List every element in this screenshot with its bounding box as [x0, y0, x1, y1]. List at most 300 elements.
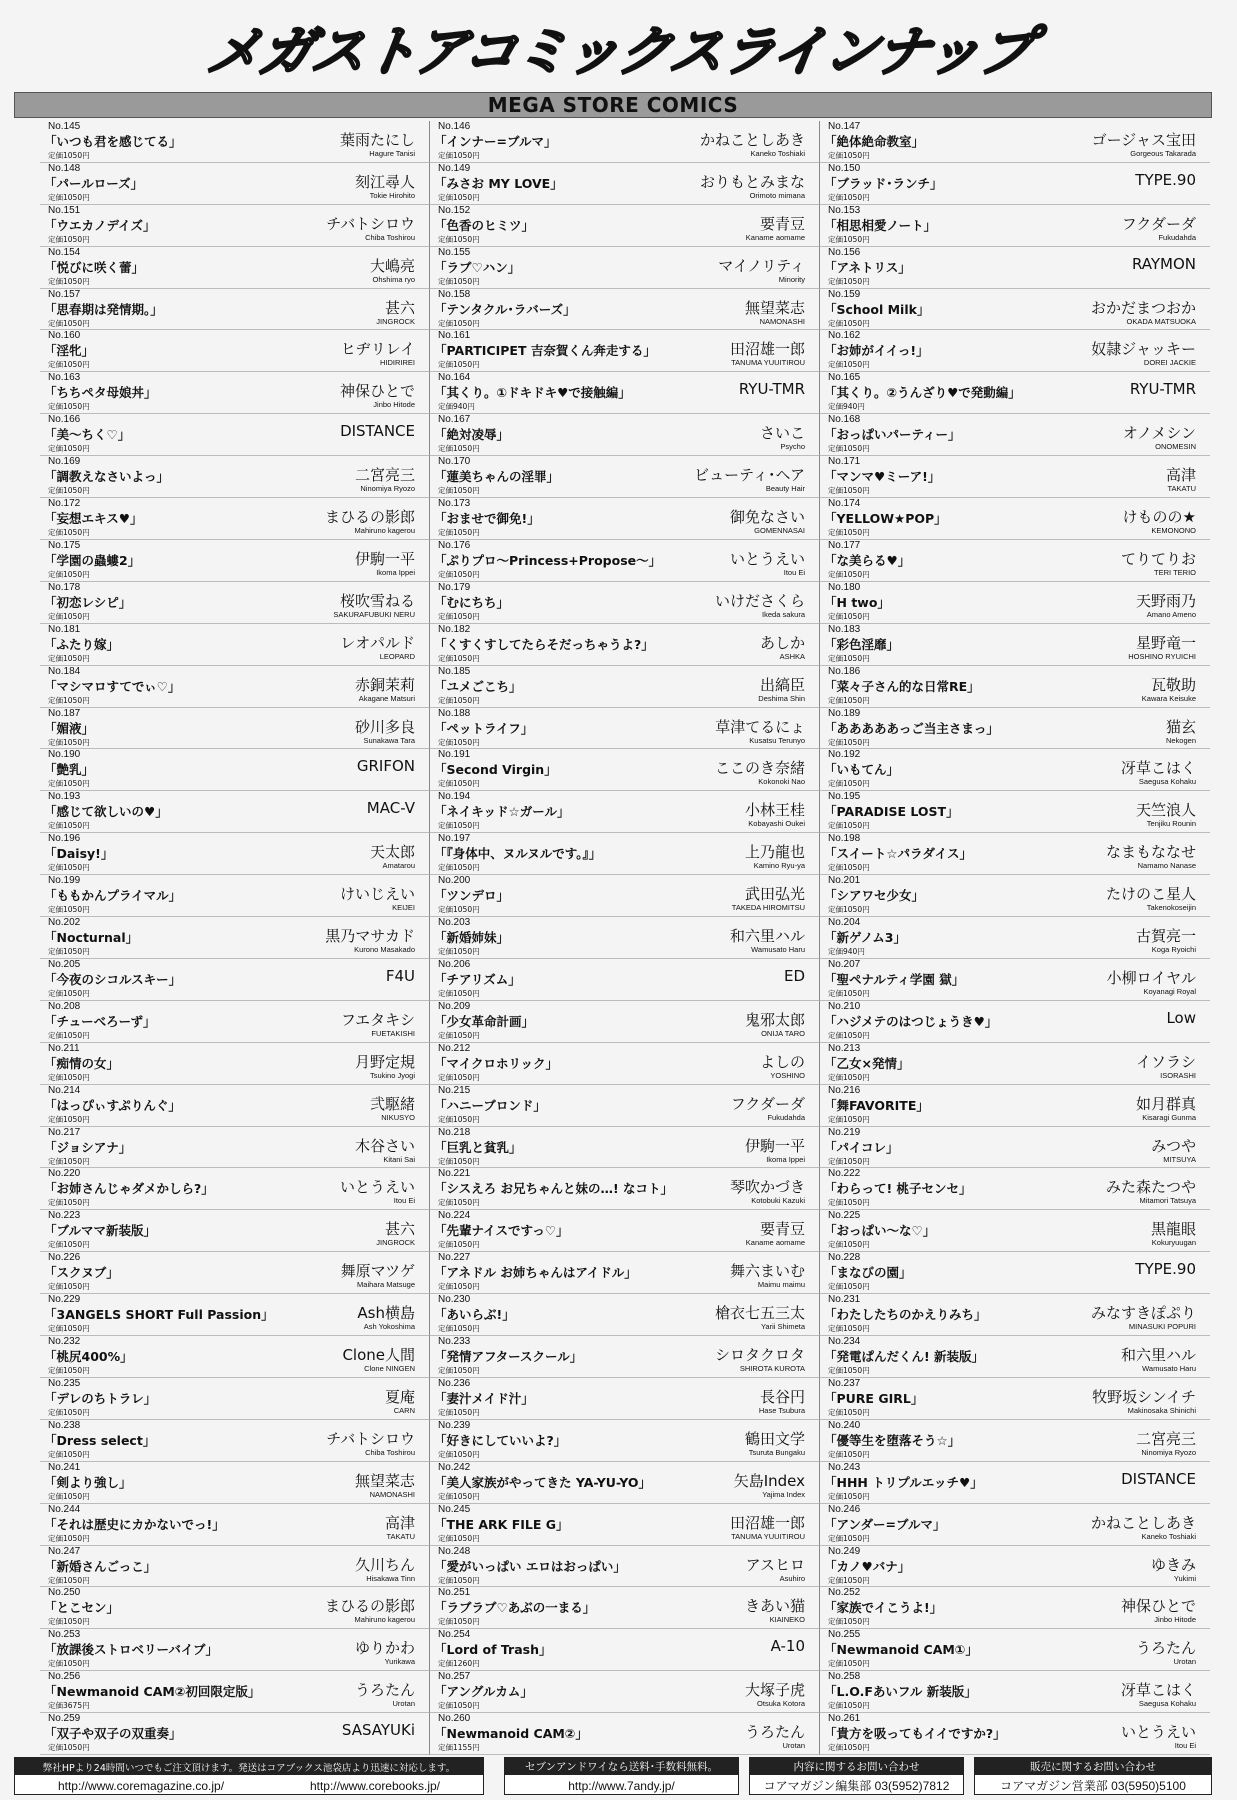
- comic-entry: [430, 540, 820, 582]
- entry-author: 黒龍眼: [1150, 1220, 1196, 1239]
- entry-title: 「YELLOW★POP」: [824, 511, 947, 527]
- entry-number: No.162: [828, 330, 861, 342]
- entry-price: 定価1050円: [438, 905, 480, 915]
- entry-title: 「発電ぱんだくん! 新装版」: [824, 1349, 985, 1365]
- entry-number: No.188: [438, 707, 471, 719]
- entry-number: No.239: [438, 1419, 471, 1431]
- comic-entry: [820, 205, 1210, 247]
- comic-entry: [40, 791, 430, 833]
- entry-author-romaji: TANUMA YUUITIROU: [731, 1531, 805, 1541]
- entry-price: 定価1050円: [828, 1407, 870, 1417]
- entry-title: 「School Milk」: [824, 301, 930, 317]
- entry-author: SASAYUKi: [341, 1721, 415, 1740]
- entry-author: 甚六: [384, 298, 415, 317]
- entry-author-romaji: Koga Ryoichi: [1151, 945, 1196, 955]
- entry-author-romaji: Kaname aomame: [745, 1238, 805, 1248]
- entry-number: No.211: [48, 1042, 80, 1054]
- comic-entry: [40, 540, 430, 582]
- entry-author: ヒヂリレイ: [340, 340, 415, 359]
- comic-entry: [430, 1629, 820, 1671]
- entry-author-romaji: Ninomiya Ryozo: [1141, 1447, 1196, 1457]
- entry-author: ここのき奈緒: [714, 759, 805, 778]
- entry-price: 定価1050円: [828, 360, 870, 370]
- comic-entry: [40, 959, 430, 1001]
- entry-title: 「ネイキッド☆ガール」: [434, 804, 570, 820]
- entry-author: 小林王桂: [744, 801, 805, 820]
- comic-entry: [40, 330, 430, 372]
- entry-author: 神保ひとで: [1120, 1597, 1196, 1616]
- entry-author: 草津てるにょ: [715, 717, 805, 736]
- comic-entry: [820, 414, 1210, 456]
- entry-number: No.204: [828, 917, 861, 929]
- comic-entry: [820, 1629, 1210, 1671]
- entry-title: 「カノ♥バナ」: [824, 1558, 911, 1574]
- entry-author-romaji: KEIJEI: [392, 903, 415, 913]
- entry-author-romaji: Koyanagi Royal: [1143, 986, 1196, 996]
- comic-entry: [820, 1294, 1210, 1336]
- entry-number: No.147: [828, 121, 861, 132]
- comic-entry: [40, 749, 430, 791]
- entry-title: 「初恋レシピ」: [44, 594, 132, 610]
- entry-price: 定価1050円: [48, 611, 90, 621]
- entry-number: No.190: [48, 749, 81, 761]
- entry-title: 「思春期は発情期。」: [44, 301, 163, 317]
- entry-number: No.261: [828, 1713, 861, 1725]
- entry-author-romaji: Kitani Sai: [383, 1154, 415, 1164]
- entry-author-romaji: Takenokoseijin: [1146, 903, 1196, 913]
- comic-entry: [40, 1001, 430, 1043]
- entry-title: 「学園の蟲螻2」: [44, 552, 141, 568]
- entry-title: 「色香のヒミツ」: [434, 217, 535, 233]
- footer-editorial-box: [749, 1757, 964, 1795]
- entry-price: 定価1050円: [48, 486, 90, 496]
- entry-number: No.163: [48, 372, 81, 384]
- entry-number: No.250: [48, 1587, 81, 1599]
- entry-title: 「Newmanoid CAM②」: [434, 1726, 588, 1742]
- comic-entry: [40, 1294, 430, 1336]
- entry-price: 定価1050円: [48, 1156, 90, 1166]
- entry-price: 定価1050円: [438, 1701, 480, 1711]
- entry-number: No.258: [828, 1671, 861, 1683]
- entry-author-romaji: Mahiruno kagerou: [354, 526, 415, 536]
- entry-number: No.161: [438, 330, 471, 342]
- entry-price: 定価1050円: [48, 1575, 90, 1585]
- comic-entry: [430, 1168, 820, 1210]
- entry-number: No.232: [48, 1336, 81, 1348]
- entry-title: 「妻汁メイド汁」: [434, 1390, 534, 1406]
- entry-title: 「菜々子さん的な日常RE」: [824, 678, 980, 694]
- 7andy-link[interactable]: http://www.7andy.jp/: [568, 1778, 675, 1793]
- entry-author: けいじえい: [339, 885, 415, 904]
- entry-number: No.217: [48, 1126, 81, 1138]
- entry-number: No.168: [828, 414, 861, 426]
- entry-title: 「乙女×発情」: [824, 1055, 910, 1071]
- entry-author-romaji: Yurikawa: [384, 1657, 415, 1667]
- comic-entry: [40, 666, 430, 708]
- entry-number: No.151: [48, 204, 81, 216]
- entry-author-romaji: Gorgeous Takarada: [1130, 149, 1196, 158]
- entry-author-romaji: Kaneko Toshiaki: [1141, 1531, 1196, 1541]
- entry-price: 定価1050円: [438, 779, 480, 789]
- entry-number: No.221: [438, 1168, 471, 1180]
- entry-price: 定価1050円: [828, 1198, 870, 1208]
- entry-author-romaji: Ash Yokoshima: [363, 1322, 415, 1332]
- entry-author: 小柳ロイヤル: [1106, 968, 1196, 987]
- entry-title: 「ユメごこち」: [434, 678, 522, 694]
- entry-author: アスヒロ: [745, 1555, 805, 1574]
- entry-author: 槍衣七五三太: [714, 1304, 805, 1323]
- entry-price: 定価1050円: [438, 821, 480, 831]
- comic-entry: [40, 372, 430, 414]
- entry-price: 定価1050円: [438, 988, 480, 998]
- entry-number: No.182: [438, 623, 471, 635]
- entry-author-romaji: Itou Ei: [1174, 1741, 1196, 1751]
- comic-entry: [430, 1210, 820, 1252]
- entry-author: チバトシロウ: [326, 214, 415, 233]
- entry-author-romaji: GOMENNASAI: [754, 526, 805, 536]
- entry-author-romaji: MITSUYA: [1163, 1154, 1196, 1164]
- entry-price: 定価1050円: [48, 863, 90, 873]
- entry-price: 定価1050円: [438, 318, 480, 328]
- entry-author-romaji: TERI TERIO: [1154, 567, 1196, 577]
- entry-title: 「Dress select」: [44, 1432, 156, 1448]
- entry-author-romaji: Clone NINGEN: [364, 1364, 415, 1374]
- entry-price: 定価1050円: [438, 1156, 480, 1166]
- entry-author-romaji: KIAINEKO: [769, 1615, 805, 1625]
- entry-author-romaji: NIKUSYO: [381, 1112, 415, 1122]
- entry-number: No.235: [48, 1377, 81, 1389]
- coremagazine-link[interactable]: http://www.coremagazine.co.jp/: [57, 1778, 225, 1793]
- entry-price: 定価940円: [828, 402, 865, 412]
- entry-author-romaji: Yarii Shimeta: [760, 1322, 805, 1332]
- entry-title: 「な美らる♥」: [824, 552, 911, 568]
- entry-title: 「アングルカム」: [434, 1684, 533, 1700]
- entry-number: No.223: [48, 1210, 81, 1222]
- entry-number: No.208: [48, 1000, 81, 1012]
- entry-author: みつや: [1151, 1136, 1196, 1155]
- entry-title: 「パイコレ」: [824, 1139, 899, 1155]
- comic-entry: [430, 582, 820, 624]
- comic-entry: [820, 1336, 1210, 1378]
- entry-number: No.193: [48, 791, 81, 803]
- comic-entry: [430, 917, 820, 959]
- entry-author-romaji: Hagure Tanisi: [369, 149, 415, 158]
- entry-title: 「巨乳と貧乳」: [434, 1139, 522, 1155]
- entry-author-romaji: Maimu maimu: [757, 1280, 805, 1290]
- entry-title: 「あいらぶ!」: [434, 1307, 515, 1323]
- entry-number: No.216: [828, 1084, 861, 1096]
- entry-title: 「少女革命計画」: [434, 1013, 535, 1029]
- entry-number: No.222: [828, 1168, 861, 1180]
- entry-price: 定価1050円: [48, 695, 90, 705]
- footer-editorial-contact: コアマガジン編集部 03(5952)7812: [763, 1779, 950, 1793]
- entry-number: No.215: [438, 1084, 471, 1096]
- entry-price: 定価1050円: [48, 1659, 90, 1669]
- entry-author-romaji: Tokie Hirohito: [369, 190, 415, 200]
- entry-title: 「桃尻400%」: [44, 1349, 133, 1365]
- entry-price: 定価1050円: [438, 1449, 480, 1459]
- entry-title: 「調教えなさいよっ」: [44, 469, 170, 485]
- entry-title: 「スイート☆パラダイス」: [824, 846, 972, 862]
- entry-price: 定価1050円: [828, 905, 870, 915]
- entry-number: No.209: [438, 1000, 471, 1012]
- entry-title: 「ジョシアナ」: [44, 1139, 132, 1155]
- comic-entry: [430, 414, 820, 456]
- comic-entry: [40, 1713, 430, 1755]
- comic-entry: [430, 121, 820, 163]
- entry-number: No.158: [438, 288, 471, 300]
- entry-title: 「いもてん」: [824, 762, 900, 778]
- comic-entry: [40, 414, 430, 456]
- comic-entry: [40, 1336, 430, 1378]
- entry-number: No.175: [48, 539, 81, 551]
- entry-author: 出縞臣: [759, 675, 805, 694]
- entry-author: フエタキシ: [340, 1010, 415, 1029]
- comic-entry: [40, 1252, 430, 1294]
- entry-author: Low: [1166, 1008, 1196, 1027]
- entry-title: 「それは歴史にカかないでっ!」: [44, 1516, 225, 1532]
- footer-order-box: [14, 1757, 484, 1795]
- entry-author-romaji: ASHKA: [779, 651, 805, 661]
- footer: [14, 1757, 1212, 1795]
- comic-entry: [820, 582, 1210, 624]
- entry-price: 定価1050円: [828, 1366, 870, 1376]
- entry-title: 「むにちち」: [434, 594, 510, 610]
- entry-title: 「絶体絶命教室」: [824, 134, 925, 149]
- entry-number: No.214: [48, 1084, 81, 1096]
- entry-price: 定価1050円: [438, 1114, 480, 1124]
- entry-author-romaji: TAKATU: [1167, 484, 1196, 494]
- entry-number: No.169: [48, 456, 81, 468]
- entry-number: No.243: [828, 1461, 861, 1473]
- footer-sales-contact: コアマガジン営業部 03(5950)5100: [1000, 1779, 1186, 1793]
- entry-title: 「美人家族がやってきた YA-YU-YO」: [434, 1474, 652, 1490]
- entry-author: 田沼雄一郎: [729, 340, 805, 359]
- entry-author-romaji: NAMONASHI: [759, 316, 805, 326]
- entry-title: 「先輩ナイスですっ♡」: [434, 1223, 569, 1239]
- entry-number: No.245: [438, 1503, 471, 1515]
- entry-title: 「Nocturnal」: [44, 930, 139, 946]
- entry-title: 「シスえろ お兄ちゃんと妹の…! なコト」: [434, 1181, 674, 1197]
- comics-list: [40, 121, 1210, 1755]
- entry-author-romaji: Kamino Ryu-ya: [753, 861, 805, 871]
- entry-number: No.246: [828, 1503, 861, 1515]
- comic-entry: [820, 1504, 1210, 1546]
- entry-number: No.191: [438, 749, 471, 761]
- entry-price: 定価1050円: [438, 1198, 480, 1208]
- entry-price: 定価1050円: [48, 528, 90, 538]
- entry-number: No.237: [828, 1377, 861, 1389]
- entry-author: いけださくら: [714, 591, 805, 610]
- entry-price: 定価1050円: [828, 821, 870, 831]
- comic-entry: [40, 833, 430, 875]
- comic-entry: [40, 582, 430, 624]
- entry-author: 二宮亮三: [1135, 1429, 1196, 1448]
- comic-entry: [820, 121, 1210, 163]
- entry-title: 「ハジメテのはつじょうき♥」: [824, 1013, 998, 1029]
- entry-author-romaji: ISORASHI: [1160, 1070, 1196, 1080]
- entry-price: 定価1050円: [828, 737, 870, 747]
- entry-title: 「H two」: [824, 594, 890, 610]
- entry-title: 「あああああっご当主さまっ」: [824, 720, 999, 736]
- entry-author: 舞六まいむ: [729, 1262, 805, 1281]
- entry-author: なまもななせ: [1105, 843, 1196, 862]
- entry-number: No.207: [828, 958, 861, 970]
- footer-7andy-box: [504, 1757, 739, 1795]
- entry-price: 定価1050円: [438, 863, 480, 873]
- entry-title: 「チアリズム」: [434, 971, 521, 987]
- entry-title: 「発情アフタースクール」: [434, 1349, 583, 1365]
- entry-author: フクダーダ: [730, 1094, 805, 1113]
- entry-title: 「インナー=ブルマ」: [434, 134, 557, 149]
- entry-price: 定価1050円: [828, 1030, 870, 1040]
- entry-author: DISTANCE: [340, 422, 415, 441]
- comic-entry: [40, 1629, 430, 1671]
- entry-title: 「Second Virgin」: [434, 762, 557, 778]
- entry-title: 「とこセン」: [44, 1600, 120, 1616]
- entry-price: 定価1050円: [48, 234, 90, 244]
- entry-author-romaji: JINGROCK: [376, 316, 415, 326]
- entry-author-romaji: DOREI JACKIE: [1143, 358, 1196, 368]
- entry-author: 神保ひとで: [339, 382, 415, 401]
- entry-price: 定価1050円: [438, 1575, 480, 1585]
- entry-price: 定価1050円: [828, 1659, 870, 1669]
- comic-entry: [430, 1252, 820, 1294]
- entry-title: 「ブルママ新装版」: [44, 1223, 157, 1239]
- entry-author: フクダーダ: [1121, 214, 1196, 233]
- entry-author: ゆきみ: [1150, 1555, 1196, 1574]
- comic-entry: [40, 1462, 430, 1504]
- entry-price: 定価1050円: [438, 151, 480, 160]
- entry-author-romaji: Kaneko Toshiaki: [750, 149, 805, 158]
- page-title: メガストアコミックスラインナップ: [203, 19, 1036, 83]
- entry-title: 「ハニーブロンド」: [434, 1097, 546, 1113]
- entry-author: 星野竜一: [1135, 633, 1196, 652]
- entry-title: 「淫牝」: [44, 343, 95, 359]
- entry-number: No.196: [48, 833, 81, 845]
- entry-author: チバトシロウ: [326, 1429, 415, 1448]
- entry-price: 定価1050円: [48, 276, 90, 286]
- entry-number: No.179: [438, 581, 471, 593]
- entry-author: 大嶋亮: [369, 256, 415, 275]
- entry-number: No.253: [48, 1629, 81, 1641]
- entry-author: オノメシン: [1122, 424, 1196, 443]
- entry-author-romaji: Orimoto mimana: [749, 190, 805, 200]
- entry-number: No.255: [828, 1629, 861, 1641]
- entry-author-romaji: OKADA MATSUOKA: [1126, 316, 1196, 326]
- entry-price: 定価1050円: [48, 947, 90, 957]
- entry-title: 「其くり。②うんざり♥で発動編」: [824, 385, 1021, 401]
- entry-author: 牧野坂シンイチ: [1092, 1387, 1196, 1406]
- entry-number: No.257: [438, 1671, 471, 1683]
- entry-author: 田沼雄一郎: [729, 1513, 805, 1532]
- entry-author-romaji: Fukudahda: [767, 1112, 805, 1122]
- entry-price: 定価1050円: [48, 1449, 90, 1459]
- entry-number: No.174: [828, 498, 861, 510]
- comic-entry: [430, 372, 820, 414]
- entry-price: 定価1050円: [48, 1072, 90, 1082]
- entry-author: 伊駒一平: [744, 1136, 805, 1155]
- entry-number: No.173: [438, 498, 471, 510]
- entry-number: No.198: [828, 833, 861, 845]
- entry-author: 和六里ハル: [1120, 1346, 1196, 1365]
- entry-number: No.187: [48, 707, 81, 719]
- entry-number: No.171: [828, 456, 861, 468]
- entry-price: 定価1050円: [48, 151, 90, 160]
- entry-author-romaji: Ohshima ryo: [372, 274, 415, 284]
- entry-number: No.181: [48, 623, 81, 635]
- entry-author: てりてりお: [1120, 549, 1196, 568]
- entry-author: 伊駒一平: [354, 549, 415, 568]
- entry-author-romaji: Nekogen: [1165, 735, 1196, 745]
- entry-number: No.224: [438, 1210, 471, 1222]
- entry-number: No.219: [828, 1126, 861, 1138]
- entry-author: 要青豆: [759, 1220, 805, 1239]
- entry-author: F4U: [385, 966, 415, 985]
- corebooks-link[interactable]: http://www.corebooks.jp/: [309, 1778, 441, 1793]
- entry-price: 定価1050円: [438, 1533, 480, 1543]
- entry-title: 「双子や双子の双重奏」: [44, 1726, 182, 1742]
- entry-author: 上乃龍也: [744, 843, 805, 862]
- comic-entry: [820, 833, 1210, 875]
- entry-title: 「まなびの園」: [824, 1265, 912, 1281]
- entry-number: No.228: [828, 1252, 861, 1264]
- entry-number: No.254: [438, 1629, 471, 1641]
- entry-price: 定価1050円: [828, 1701, 870, 1711]
- comic-entry: [820, 1587, 1210, 1629]
- entry-author: 月野定規: [354, 1052, 415, 1071]
- entry-title: 「ツンデロ」: [434, 888, 510, 904]
- entry-number: No.149: [438, 162, 471, 174]
- entry-author: Clone人間: [342, 1346, 415, 1365]
- comic-entry: [40, 1127, 430, 1169]
- entry-number: No.145: [48, 121, 81, 132]
- entry-title: 「THE ARK FILE G」: [434, 1516, 569, 1532]
- entry-author: 木谷さい: [354, 1136, 415, 1155]
- entry-number: No.146: [438, 121, 471, 132]
- entry-price: 定価1050円: [438, 276, 480, 286]
- entry-author: かねことしあき: [1090, 1513, 1196, 1532]
- entry-author-romaji: Urotan: [392, 1699, 415, 1709]
- entry-title: 「マシマロすてでぃ♡」: [44, 678, 181, 694]
- subtitle-bar: [14, 92, 1212, 118]
- entry-author: うろたん: [744, 1723, 805, 1742]
- entry-number: No.189: [828, 707, 861, 719]
- entry-price: 定価1050円: [48, 821, 90, 831]
- entry-number: No.206: [438, 958, 471, 970]
- entry-author-romaji: Mahiruno kagerou: [354, 1615, 415, 1625]
- entry-author-romaji: Amano Ameno: [1146, 609, 1196, 619]
- entry-title: 「家族でイこうよ!」: [824, 1600, 943, 1616]
- entry-author: いとうえい: [1120, 1723, 1196, 1742]
- entry-number: No.148: [48, 162, 81, 174]
- entry-author: おかだまつおか: [1090, 298, 1196, 317]
- entry-number: No.212: [438, 1042, 471, 1054]
- entry-number: No.157: [48, 288, 81, 300]
- entry-author-romaji: Saegusa Kohaku: [1138, 1699, 1196, 1709]
- entry-title: 「チューべろーず」: [44, 1013, 156, 1029]
- comic-entry: [430, 289, 820, 331]
- entry-title: 「いつも君を感じてる」: [44, 134, 182, 149]
- entry-author: きあい猫: [744, 1597, 805, 1616]
- entry-author-romaji: TAKEDA HIROMITSU: [731, 903, 805, 913]
- entry-author-romaji: Kawara Keisuke: [1141, 693, 1196, 703]
- entry-author-romaji: Tsuruta Bungaku: [748, 1447, 805, 1457]
- comic-entry: [40, 456, 430, 498]
- comic-entry: [430, 498, 820, 540]
- comic-entry: [820, 1671, 1210, 1713]
- entry-price: 定価1050円: [828, 988, 870, 998]
